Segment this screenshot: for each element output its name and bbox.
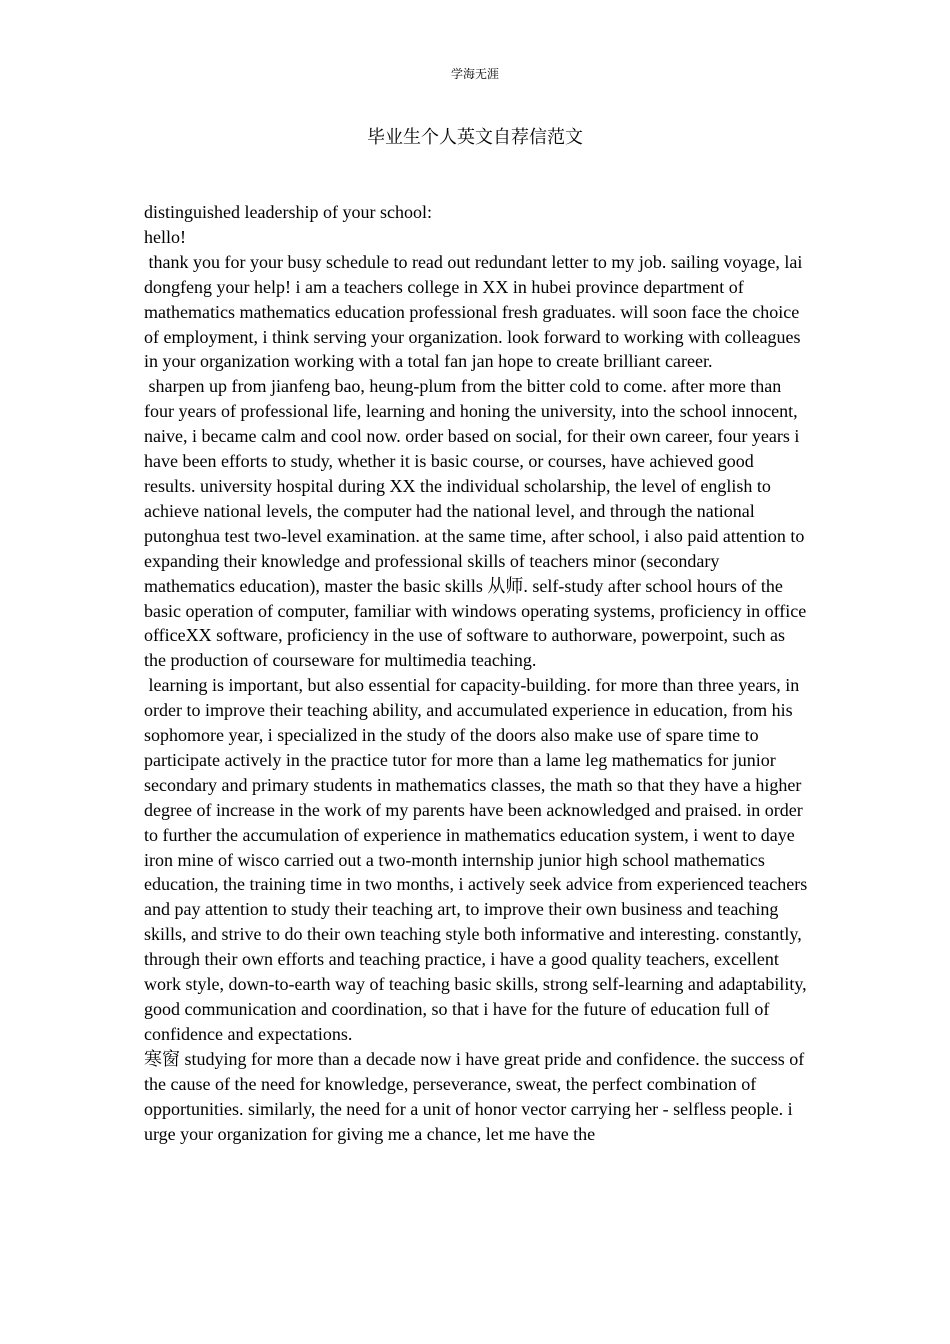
document-title: 毕业生个人英文自荐信范文	[367, 127, 583, 148]
page-header-note: 学海无涯	[450, 67, 499, 81]
body-paragraph: 寒窗 studying for more than a decade now i have great pride and confidence. the success of the cause of the need for knowledge, perseverance, sweat, the perfect combination of opportunities. similarly, the need for a unit of honor vector carrying her - selfless people. i urge your organization for giving me a chance, let me have the	[144, 1048, 809, 1144]
body-paragraph: thank you for your busy schedule to read out redundant letter to my job. sailing voyage, lai dongfeng your help! i am a teachers college in XX in hubei province department of mathematics mathematics education professional fresh graduates. will soon face the choice of employment, i think serving your organization. look forward to working with colleagues in your organization working with a total fan jan hope to create brilliant career.	[144, 251, 807, 372]
document-body	[144, 200, 812, 1146]
greeting: hello!	[144, 226, 186, 247]
salutation: distinguished leadership of your school:	[144, 202, 432, 222]
body-paragraph: learning is important, but also essential for capacity-building. for more than three years, in order to improve their teaching ability, and accumulated experience in education, from his sophomore year, i specialized in the study of the doors also make use of spare time to participate actively in the practice tutor for more than a lame leg mathematics for junior secondary and primary students in mathematics classes, the math so that they have a higher degree of increase in the work of my parents have been acknowledged and praised. in order to further the accumulation of experience in mathematics education system, i went to daye iron mine of wisco carried out a two-month internship junior high school mathematics education, the training time in two months, i actively seek advice from experienced teachers and pay attention to study their teaching art, to improve their own business and teaching skills, and strive to do their own teaching style both informative and interesting. constantly, through their own efforts and teaching practice, i have a good quality teachers, excellent work style, down-to-earth way of teaching basic skills, strong self-learning and adaptability, good communication and coordination, so that i have for the future of education full of confidence and expectations.	[144, 675, 812, 1044]
body-paragraph: sharpen up from jianfeng bao, heung-plum from the bitter cold to come. after more than four years of professional life, learning and honing the university, into the school innocent, naive, i became calm and cool now. order based on social, for their own career, four years i have been efforts to study, whether it is basic course, or courses, have achieved good results. university hospital during XX the individual scholarship, the level of english to achieve national levels, the computer had the national level, and through the national putonghua test two-level examination. at the same time, after school, i also paid attention to expanding their knowledge and professional skills of teachers minor (secondary mathematics education), master the basic skills 从师. self-study after school hours of the basic operation of computer, familiar with windows operating systems, proficiency in office officeXX software, proficiency in the use of software to authorware, powerpoint, such as the production of courseware for multimedia teaching.	[144, 376, 811, 671]
